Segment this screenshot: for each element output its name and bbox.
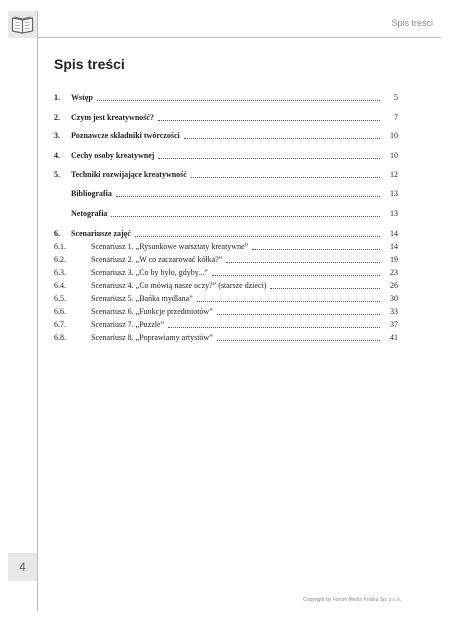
toc-dot-leader — [184, 138, 380, 139]
toc-entry-page: 10 — [390, 131, 398, 140]
toc-entry — [54, 168, 398, 180]
toc-entry-number: 6.8. — [54, 333, 66, 342]
toc-dot-leader — [191, 177, 380, 178]
toc-dot-leader — [270, 288, 380, 289]
toc-entry-number: 6.1. — [54, 242, 66, 251]
toc-entry — [54, 279, 398, 291]
left-margin-rule — [37, 11, 38, 611]
toc-entry — [54, 207, 398, 219]
toc-entry-label: Netografia — [71, 209, 108, 218]
toc-entry-label: Wstęp — [71, 93, 93, 102]
toc-entry-number: 6.6. — [54, 307, 66, 316]
toc-entry-number: 6.4. — [54, 281, 66, 290]
toc-entry-page: 12 — [390, 170, 398, 179]
toc-entry-label: Bibliografia — [71, 189, 112, 198]
toc-entry-label: Scenariusz 1. „Rysunkowe warsztaty kreatywne” — [91, 242, 249, 251]
toc-entry — [54, 253, 398, 265]
toc-entry-number: 6.7. — [54, 320, 66, 329]
header-rule — [38, 37, 441, 38]
toc-entry-label: Scenariusze zajęć — [71, 229, 131, 238]
toc-entry-number: 1. — [54, 93, 60, 102]
toc-entry-label: Cechy osoby kreatywnej — [71, 151, 155, 160]
toc-dot-leader — [135, 236, 380, 237]
toc-entry-label: Techniki rozwijające kreatywność — [71, 170, 187, 179]
toc-dot-leader — [111, 216, 380, 217]
toc-entry-page: 13 — [390, 209, 398, 218]
page-number: 4 — [8, 553, 37, 581]
toc-entry-page: 19 — [390, 255, 398, 264]
toc-entry-page: 7 — [394, 113, 398, 122]
toc-entry — [54, 240, 398, 252]
toc-entry-label: Scenariusz 2. „W co zaczarować kółka?” — [91, 255, 223, 264]
toc-entry — [54, 305, 398, 317]
toc-entry-label: Scenariusz 4. „Co mówią nasze oczy?” (starsze dzieci) — [91, 281, 267, 290]
toc-entry — [54, 292, 398, 304]
toc-heading: Spis treści — [54, 56, 125, 72]
toc-entry-page: 13 — [390, 189, 398, 198]
copyright-notice: Copyright by Forum Media Polska Sp. z o.o. — [303, 597, 401, 603]
toc-entry-page: 41 — [390, 333, 398, 342]
toc-entry — [54, 187, 398, 199]
toc-entry — [54, 111, 398, 123]
toc-entry-label: Scenariusz 7. „Puzzle” — [91, 320, 165, 329]
toc-entry-label: Poznawcze składniki twórczości — [71, 131, 180, 140]
toc-entry-page: 26 — [390, 281, 398, 290]
toc-dot-leader — [158, 120, 380, 121]
toc-entry-number: 3. — [54, 131, 60, 140]
toc-dot-leader — [158, 158, 380, 159]
toc-entry-label: Czym jest kreatywność? — [71, 113, 154, 122]
toc-dot-leader — [217, 340, 380, 341]
toc-entry-page: 37 — [390, 320, 398, 329]
toc-entry — [54, 318, 398, 330]
toc-entry-number: 6. — [54, 229, 60, 238]
toc-entry-label: Scenariusz 8. „Poprawiamy artystów” — [91, 333, 213, 342]
toc-entry-number: 5. — [54, 170, 60, 179]
toc-entry-page: 14 — [390, 229, 398, 238]
toc-dot-leader — [212, 275, 380, 276]
toc-entry-label: Scenariusz 6. „Funkcje przedmiotów” — [91, 307, 213, 316]
toc-entry-page: 30 — [390, 294, 398, 303]
toc-dot-leader — [197, 301, 380, 302]
toc-dot-leader — [252, 249, 380, 250]
toc-dot-leader — [168, 327, 380, 328]
toc-entry-number: 6.3. — [54, 268, 66, 277]
toc-entry-page: 14 — [390, 242, 398, 251]
toc-entry — [54, 227, 398, 239]
toc-entry-page: 10 — [390, 151, 398, 160]
toc-dot-leader — [217, 314, 380, 315]
book-icon-box — [8, 11, 37, 38]
running-header-title: Spis treści — [391, 18, 433, 28]
toc-entry-number: 2. — [54, 113, 60, 122]
open-book-icon — [11, 15, 34, 34]
toc-entry-page: 33 — [390, 307, 398, 316]
toc-entry-number: 6.2. — [54, 255, 66, 264]
toc-entry — [54, 91, 398, 103]
toc-entry — [54, 129, 398, 141]
toc-entry — [54, 149, 398, 161]
toc-entry-page: 5 — [394, 93, 398, 102]
toc-entry-label: Scenariusz 3. „Co by było, gdyby...” — [91, 268, 208, 277]
toc-entry — [54, 266, 398, 278]
toc-entry-number: 6.5. — [54, 294, 66, 303]
toc-entry-number: 4. — [54, 151, 60, 160]
toc-entry-page: 23 — [390, 268, 398, 277]
toc-dot-leader — [226, 262, 380, 263]
toc-dot-leader — [116, 196, 380, 197]
toc-dot-leader — [97, 100, 380, 101]
toc-entry — [54, 331, 398, 343]
toc-entry-label: Scenariusz 5. „Bańka mydlana” — [91, 294, 193, 303]
